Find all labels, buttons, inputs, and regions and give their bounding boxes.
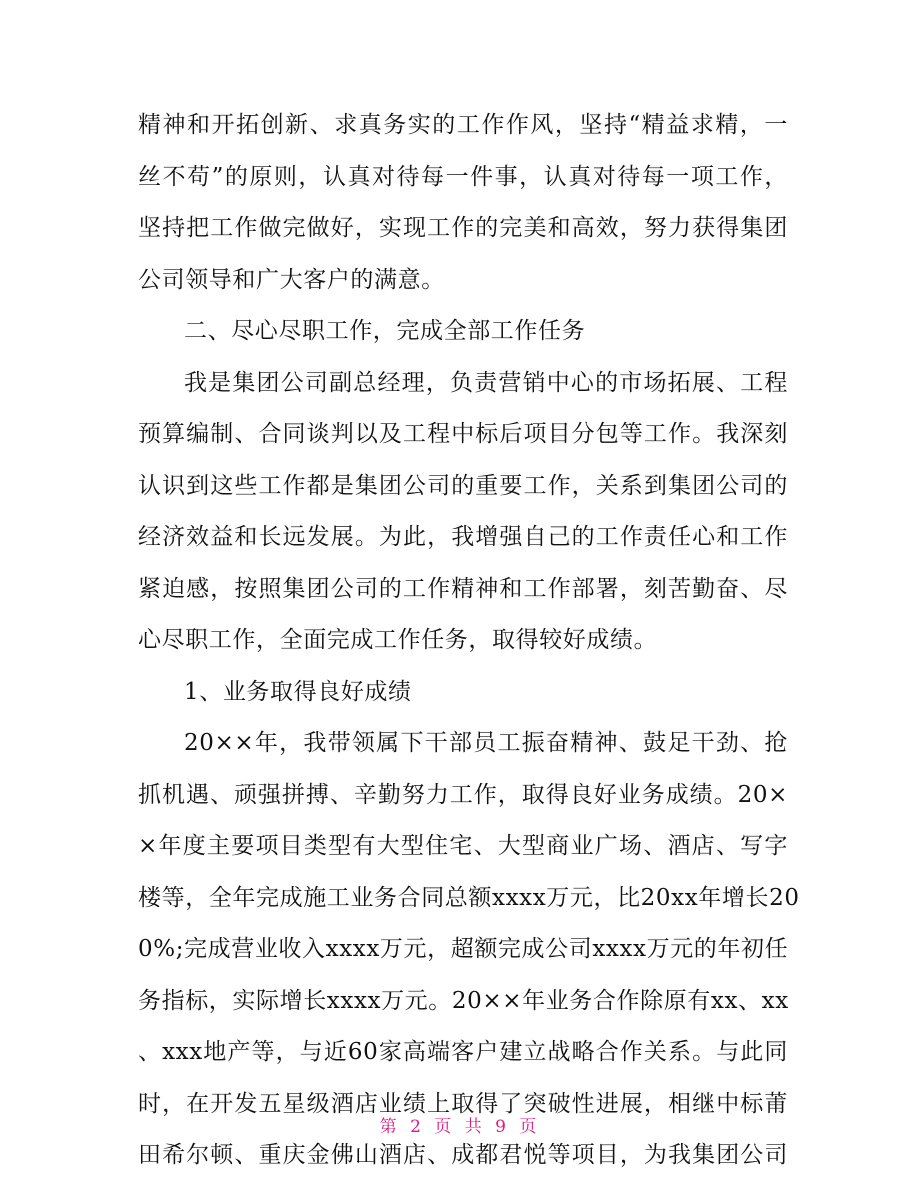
- text-line: 田希尔顿、重庆金佛山酒店、成都君悦等项目，为我集团公司: [138, 1142, 788, 1168]
- text-line: 20××年，我带领属下干部员工振奋精神、鼓足干劲、抢: [184, 730, 788, 756]
- text-line: 丝不苟”的原则，认真对待每一件事，认真对待每一项工作，: [138, 163, 788, 190]
- text-line: 坚持把工作做完做好，实现工作的完美和高效，努力获得集团: [138, 215, 788, 241]
- page-footer: 第 2 页 共 9 页: [379, 1117, 541, 1137]
- text-line: ×年度主要项目类型有大型住宅、大型商业广场、酒店、写字: [138, 833, 788, 859]
- text-line: 务指标，实际增长xxxx万元。20××年业务合作除原有xx、xx: [138, 987, 789, 1014]
- text-line: 楼等，全年完成施工业务合同总额xxxx万元，比20xx年增长20: [138, 884, 800, 911]
- body-text: [138, 100, 800, 1182]
- text-line: 紧迫感，按照集团公司的工作精神和工作部署，刻苦勤奋、尽: [138, 575, 788, 602]
- text-line: 我是集团公司副总经理，负责营销中心的市场拓展、工程: [184, 369, 788, 396]
- text-line: 精神和开拓创新、求真务实的工作作风，坚持“精益求精，一: [138, 112, 788, 138]
- text-line: 二、尽心尽职工作，完成全部工作任务: [184, 318, 586, 344]
- text-line: 抓机遇、顽强拼搏、辛勤努力工作，取得良好业务成绩。20×: [138, 781, 788, 808]
- text-line: 预算编制、合同谈判以及工程中标后项目分包等工作。我深刻: [138, 421, 788, 447]
- text-line: 、xxx地产等，与近60家高端客户建立战略合作关系。与此同: [138, 1039, 788, 1065]
- text-line: 1、业务取得良好成绩: [184, 678, 412, 705]
- text-line: 0%;完成营业收入xxxx万元，超额完成公司xxxx万元的年初任: [138, 936, 789, 962]
- text-line: 心尽职工作，全面完成工作任务，取得较好成绩。: [138, 627, 658, 653]
- text-line: 时，在开发五星级酒店业绩上取得了突破性进展，相继中标莆: [138, 1090, 788, 1117]
- text-line: 认识到这些工作都是集团公司的重要工作，关系到集团公司的: [138, 472, 788, 499]
- text-line: 经济效益和长远发展。为此，我增强自己的工作责任心和工作: [138, 524, 788, 550]
- text-line: 公司领导和广大客户的满意。: [138, 266, 445, 293]
